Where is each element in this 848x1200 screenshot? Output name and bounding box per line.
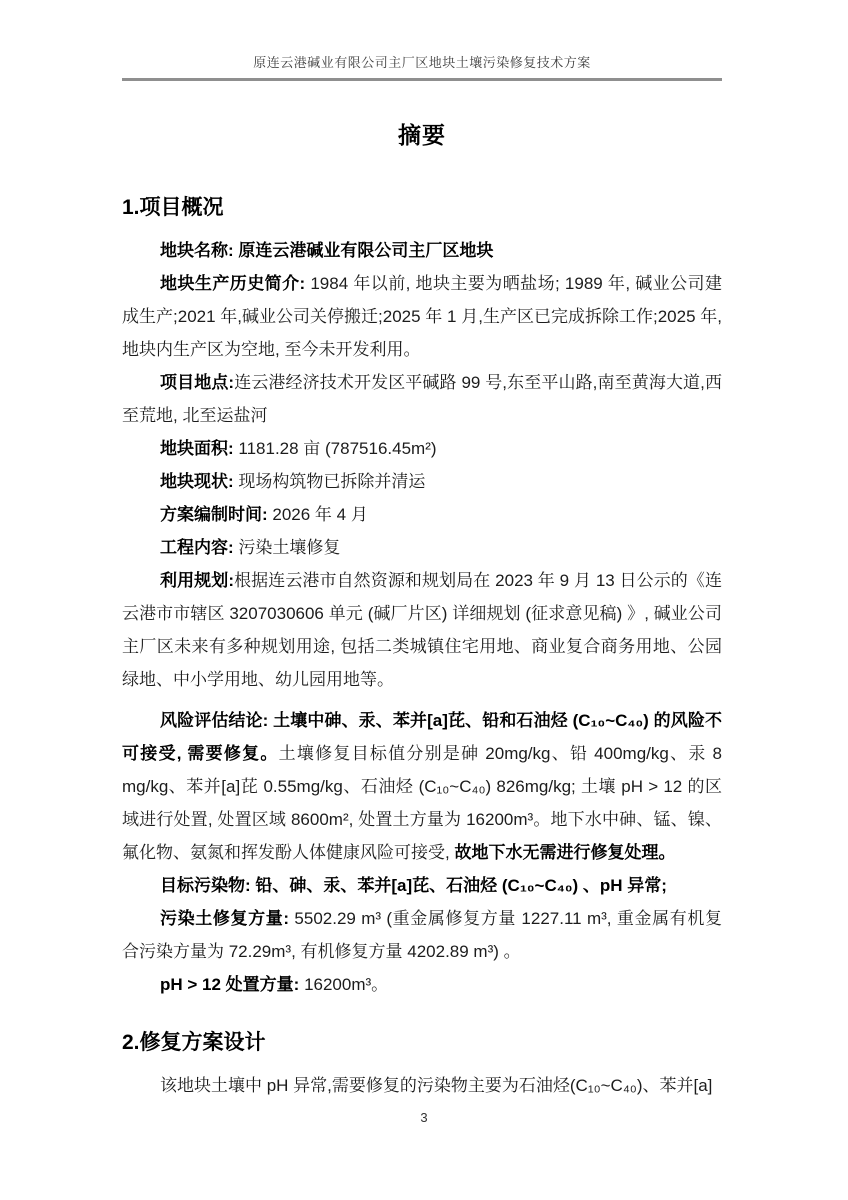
section-remediation-design [122,1026,722,1102]
work-content-text: 污染土壤修复 [238,538,341,557]
risk-conclusion-bold-tail: 故地下水无需进行修复处理。 [454,843,676,862]
site-area-text: 1181.28 亩 (787516.45m²) [238,439,437,458]
section-project-overview [122,191,722,1001]
site-name-text: 地块名称: 原连云港碱业有限公司主厂区地块 [160,241,494,260]
project-location-text: 连云港经济技术开发区平碱路 99 号,东至平山路,南至黄海大道,西至荒地, 北至运盐河 [122,373,722,425]
para-target-pollutants [122,869,722,902]
para-risk-conclusion [122,704,722,869]
para-ph-disposal-volume [122,968,722,1001]
doc-title: 摘要 [398,122,446,148]
header-title: 原连云港碱业有限公司主厂区地块土壤污染修复技术方案 [253,55,591,70]
risk-conclusion-text: 土壤修复目标值分别是砷 20mg/kg、铅 400mg/kg、汞 8 mg/kg、苯并[a]芘 0.55mg/kg、石油烃 (C₁₀~C₄₀) 826mg/kg; 土壤 pH > 12 的区域进行处置, 处置区域 8600m², 处置土方量为 16200m³。地下水中砷、锰、镍、氟化物、氨氮和挥发酚人体健康风险可接受, [122,744,722,862]
work-content-label: 工程内容: [160,538,239,557]
para-site-area [122,432,722,465]
para-remediation-volume [122,902,722,968]
page-number: 3 [420,1110,428,1125]
site-area-label: 地块面积: [160,439,239,458]
site-status-text: 现场构筑物已拆除并清运 [238,472,426,491]
section-1-heading: 1.项目概况 [122,196,224,219]
para-section2-intro [122,1069,722,1102]
para-plan-date [122,498,722,531]
para-work-content [122,531,722,564]
site-history-label: 地块生产历史简介: [160,274,311,293]
document-page [122,0,722,1102]
target-pollutants-text: 目标污染物: 铅、砷、汞、苯并[a]芘、石油烃 (C₁₀~C₄₀) 、pH 异常; [160,876,667,895]
risk-conclusion-bold-lead: 风险评估结论: 土壤中砷、汞、苯并[a]芘、铅和石油烃 (C₁₀~C₄₀) 的风险不可接受, 需要修复。 [122,711,722,763]
remediation-volume-label: 污染土修复方量: [160,909,295,928]
land-use-plan-label: 利用规划: [160,571,234,590]
para-site-status [122,465,722,498]
section-2-heading: 2.修复方案设计 [122,1031,266,1054]
page-header [122,0,722,81]
para-land-use-plan [122,564,722,696]
plan-date-text: 2026 年 4 月 [272,505,368,524]
plan-date-label: 方案编制时间: [160,505,273,524]
section2-intro-text: 该地块土壤中 pH 异常,需要修复的污染物主要为石油烃(C₁₀~C₄₀)、苯并[a] [160,1076,713,1095]
para-project-location [122,366,722,432]
site-history-text: 1984 年以前, 地块主要为晒盐场; 1989 年, 碱业公司建成生产;2021 年,碱业公司关停搬迁;2025 年 1 月,生产区已完成拆除工作;2025 年, 地块内生产区为空地, 至今未开发利用。 [122,274,722,359]
remediation-volume-text: 5502.29 m³ (重金属修复方量 1227.11 m³, 重金属有机复合污染方量为 72.29m³, 有机修复方量 4202.89 m³) 。 [122,909,722,961]
ph-disposal-volume-label: pH > 12 处置方量: [160,975,305,994]
ph-disposal-volume-text: 16200m³。 [304,975,389,994]
land-use-plan-text: 根据连云港市自然资源和规划局在 2023 年 9 月 13 日公示的《连云港市市辖区 3207030606 单元 (碱厂片区) 详细规划 (征求意见稿) 》, 碱业公司主厂区未来有多种规划用途, 包括二类城镇住宅用地、商业复合商务用地、公园绿地、中小学用地、幼儿园用地等。 [122,571,722,689]
para-site-history [122,267,722,366]
site-status-label: 地块现状: [160,472,239,491]
project-location-label: 项目地点: [160,373,235,392]
para-site-name [122,234,722,267]
